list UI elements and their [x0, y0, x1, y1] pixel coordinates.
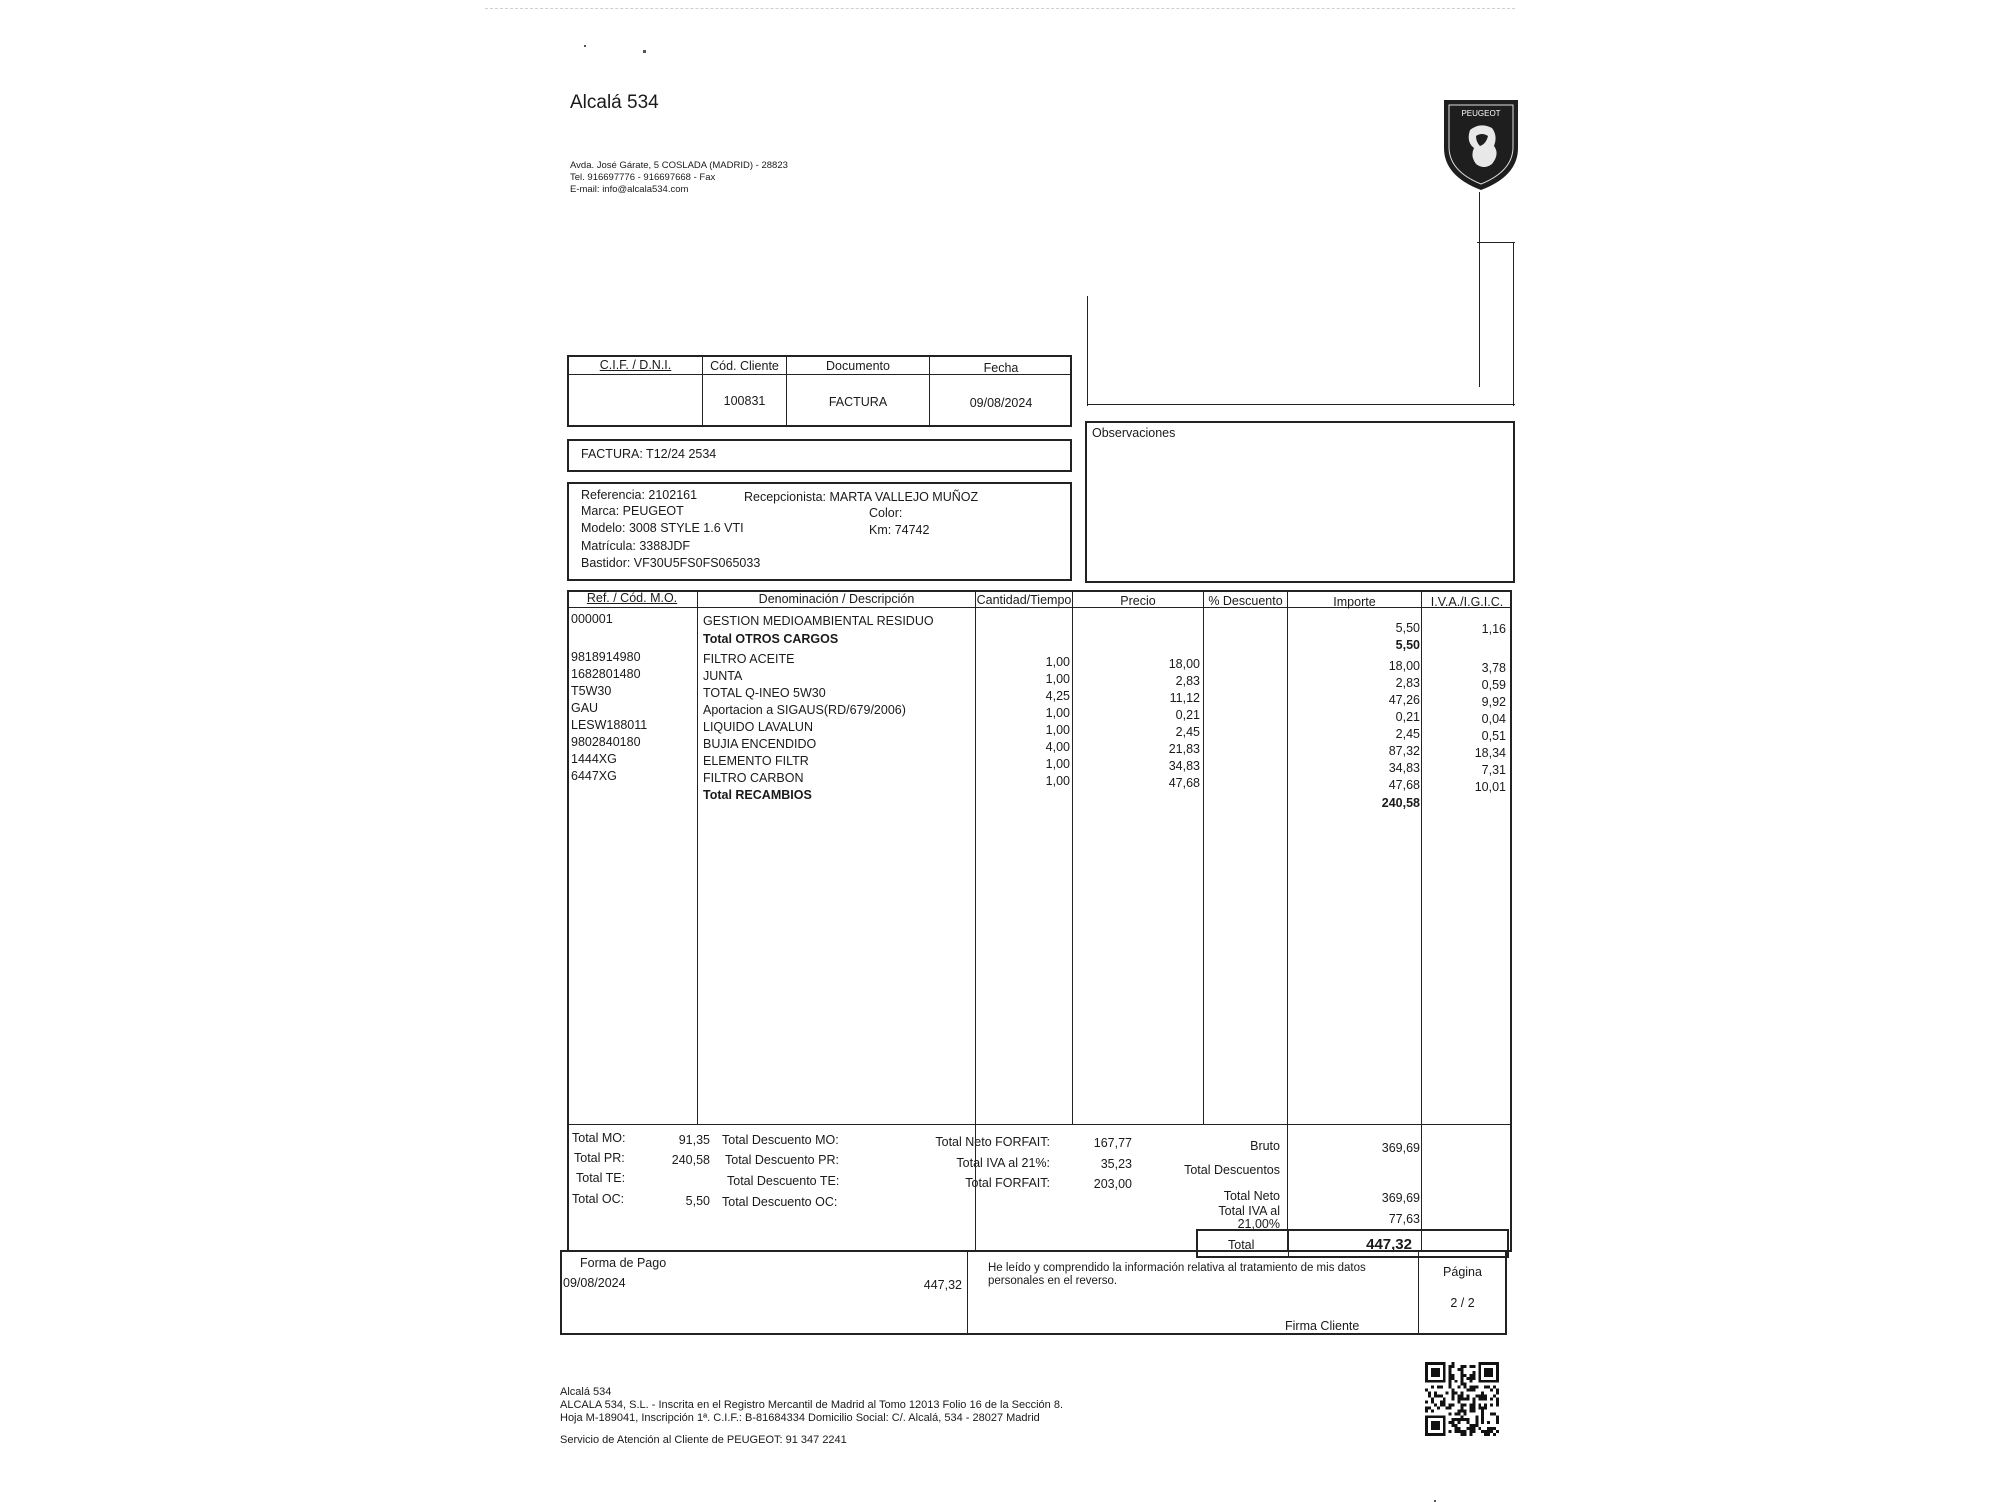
vehicle-plate: Matrícula: 3388JDF — [581, 539, 691, 553]
total-oc-label: Total OC: — [572, 1192, 625, 1206]
row-ref: T5W30 — [571, 684, 612, 698]
row-price: 0,21 — [1175, 708, 1200, 722]
row-desc: Aportacion a SIGAUS(RD/679/2006) — [703, 703, 906, 717]
invoice-number: FACTURA: T12/24 2534 — [581, 447, 717, 461]
footer-legal: Hoja M-189041, Inscripción 1ª. C.I.F.: B-81684334 Domicilio Social: C/. Alcalá, 534 - 28027 Madrid — [560, 1412, 1040, 1424]
payment-section — [560, 1250, 1507, 1335]
forfait-total-label: Total FORFAIT: — [965, 1176, 1050, 1190]
company-name: Alcalá 534 — [570, 92, 659, 113]
grand-total-label: Total — [1228, 1238, 1255, 1252]
payment-date: 09/08/2024 — [563, 1276, 626, 1290]
row-ref: 6447XG — [571, 769, 617, 783]
total-mo-value: 91,35 — [678, 1133, 710, 1147]
row-vat: 9,92 — [1481, 695, 1506, 709]
page-number: 2 / 2 — [1450, 1296, 1475, 1310]
row-ref: 1444XG — [571, 752, 617, 766]
row-vat: 3,78 — [1481, 661, 1506, 675]
forfait-vat-label: Total IVA al 21%: — [956, 1156, 1050, 1170]
vat-total-label: Total IVA al — [1218, 1204, 1280, 1218]
vehicle-color: Color: — [869, 506, 903, 520]
row-amount: 47,26 — [1388, 693, 1420, 707]
scan-speck — [643, 50, 646, 53]
privacy-notice-line-1: He leído y comprendido la información relativa al tratamiento de mis datos — [988, 1262, 1366, 1274]
row-desc: BUJIA ENCENDIDO — [703, 737, 817, 751]
discount-oc-label: Total Descuento OC: — [722, 1195, 838, 1209]
company-email: E-mail: info@alcala534.com — [570, 184, 689, 195]
vehicle-reference: Referencia: 2102161 — [581, 488, 698, 502]
vehicle-model: Modelo: 3008 STYLE 1.6 VTI — [581, 521, 744, 535]
row-price: 34,83 — [1168, 759, 1200, 773]
row-vat: 0,59 — [1481, 678, 1506, 692]
total-mo-label: Total MO: — [572, 1131, 626, 1145]
total-discounts-label: Total Descuentos — [1184, 1163, 1280, 1177]
address-window — [1087, 242, 1515, 406]
row-price: 47,68 — [1168, 776, 1200, 790]
row-qty: 1,00 — [1045, 672, 1070, 686]
peugeot-logo — [1440, 96, 1522, 192]
row-desc: FILTRO CARBON — [703, 771, 804, 785]
row-ref: 1682801480 — [571, 667, 641, 681]
forfait-net-label: Total Neto FORFAIT: — [935, 1135, 1050, 1149]
forfait-vat-value: 35,23 — [1100, 1157, 1132, 1171]
total-pr-label: Total PR: — [574, 1151, 625, 1165]
row-ref: 9802840180 — [571, 735, 641, 749]
row-vat: 1,16 — [1481, 622, 1506, 636]
row-desc: LIQUIDO LAVALUN — [703, 720, 813, 734]
row-amount: 18,00 — [1388, 659, 1420, 673]
privacy-notice-line-2: personales en el reverso. — [988, 1275, 1118, 1287]
doc-header-table — [567, 355, 1072, 427]
net-total-value: 369,69 — [1381, 1191, 1420, 1205]
payment-method-label: Forma de Pago — [580, 1256, 667, 1270]
footer-customer-service: Servicio de Atención al Cliente de PEUGEOT: 91 347 2241 — [560, 1434, 847, 1446]
row-desc: Total RECAMBIOS — [703, 788, 812, 802]
col-price-header: Precio — [1120, 594, 1156, 608]
row-qty: 1,00 — [1045, 706, 1070, 720]
document-value: FACTURA — [828, 395, 888, 409]
row-desc: Total OTROS CARGOS — [703, 632, 839, 646]
row-vat: 10,01 — [1474, 780, 1506, 794]
forfait-net-value: 167,77 — [1093, 1136, 1132, 1150]
row-qty: 1,00 — [1045, 774, 1070, 788]
payment-amount: 447,32 — [923, 1278, 962, 1292]
col-ref-header: Ref. / Cód. M.O. — [586, 591, 678, 605]
row-price: 2,83 — [1175, 674, 1200, 688]
scan-artifact-line — [485, 8, 1515, 9]
vehicle-info-box — [567, 482, 1072, 581]
row-vat: 0,04 — [1481, 712, 1506, 726]
row-amount: 2,45 — [1395, 727, 1420, 741]
row-amount: 47,68 — [1388, 778, 1420, 792]
observations-label: Observaciones — [1092, 426, 1176, 440]
discount-mo-label: Total Descuento MO: — [722, 1133, 839, 1147]
invoice-number-box — [567, 439, 1072, 472]
footer-company: Alcalá 534 — [560, 1386, 612, 1398]
total-oc-value: 5,50 — [685, 1194, 710, 1208]
total-te-label: Total TE: — [576, 1171, 626, 1185]
qr-code — [1425, 1362, 1499, 1436]
discount-te-label: Total Descuento TE: — [727, 1174, 840, 1188]
row-qty: 4,25 — [1045, 689, 1070, 703]
vehicle-vin: Bastidor: VF30U5FS0FS065033 — [581, 556, 761, 570]
row-desc: ELEMENTO FILTR — [703, 754, 809, 768]
row-ref: 000001 — [571, 612, 613, 626]
row-amount: 34,83 — [1388, 761, 1420, 775]
row-amount: 2,83 — [1395, 676, 1420, 690]
gross-label: Bruto — [1250, 1139, 1280, 1153]
row-price: 11,12 — [1169, 691, 1200, 705]
gross-value: 369,69 — [1381, 1141, 1420, 1155]
row-desc: FILTRO ACEITE — [703, 652, 795, 666]
col-desc-header: Denominación / Descripción — [758, 592, 915, 606]
row-desc: GESTION MEDIOAMBIENTAL RESIDUO — [703, 614, 934, 628]
total-pr-value: 240,58 — [671, 1153, 710, 1167]
row-ref: GAU — [571, 701, 599, 715]
cif-header: C.I.F. / D.N.I. — [599, 358, 672, 372]
company-address: Avda. José Gárate, 5 COSLADA (MADRID) - 28823 — [570, 160, 788, 171]
row-qty: 1,00 — [1045, 723, 1070, 737]
forfait-total-value: 203,00 — [1093, 1177, 1132, 1191]
vat-rate-label: 21,00% — [1237, 1217, 1280, 1231]
row-amount: 240,58 — [1381, 796, 1420, 810]
col-amount-header: Importe — [1333, 595, 1376, 609]
client-code-header: Cód. Cliente — [710, 359, 779, 373]
grand-total-value: 447,32 — [1366, 1236, 1412, 1253]
row-desc: TOTAL Q-INEO 5W30 — [703, 686, 826, 700]
row-vat: 18,34 — [1474, 746, 1506, 760]
row-ref: 9818914980 — [571, 650, 641, 664]
row-price: 21,83 — [1168, 742, 1200, 756]
row-qty: 4,00 — [1045, 740, 1070, 754]
col-vat-header: I.V.A./I.G.I.C. — [1430, 595, 1504, 609]
row-price: 2,45 — [1175, 725, 1200, 739]
net-total-label: Total Neto — [1223, 1189, 1280, 1203]
col-discount-header: % Descuento — [1208, 594, 1283, 608]
row-desc: JUNTA — [703, 669, 743, 683]
row-ref: LESW188011 — [571, 718, 648, 732]
row-amount: 87,32 — [1388, 744, 1420, 758]
document-header: Documento — [826, 359, 890, 373]
row-price: 18,00 — [1168, 657, 1200, 671]
vat-total-value: 77,63 — [1388, 1212, 1420, 1226]
vehicle-brand: Marca: PEUGEOT — [581, 504, 684, 518]
date-value: 09/08/2024 — [969, 396, 1033, 410]
row-qty: 1,00 — [1045, 655, 1070, 669]
svg-text:PEUGEOT: PEUGEOT — [1461, 109, 1501, 118]
signature-label: Firma Cliente — [1285, 1319, 1360, 1333]
vehicle-receptionist: Recepcionista: MARTA VALLEJO MUÑOZ — [744, 490, 979, 504]
col-qty-header: Cantidad/Tiempo — [976, 593, 1072, 607]
discount-pr-label: Total Descuento PR: — [725, 1153, 839, 1167]
row-vat: 0,51 — [1481, 729, 1506, 743]
date-header: Fecha — [983, 361, 1019, 375]
company-phone: Tel. 916697776 - 916697668 - Fax — [570, 172, 716, 183]
footer-registry: ALCALA 534, S.L. - Inscrita en el Registro Mercantil de Madrid al Tomo 12013 Folio 16 de la Sección 8. — [560, 1399, 1064, 1411]
vehicle-km: Km: 74742 — [869, 523, 930, 537]
scan-speck — [584, 45, 586, 47]
row-amount: 5,50 — [1395, 621, 1420, 635]
row-amount: 5,50 — [1395, 638, 1420, 652]
row-vat: 7,31 — [1481, 763, 1506, 777]
page-label: Página — [1443, 1265, 1482, 1279]
row-qty: 1,00 — [1045, 757, 1070, 771]
observations-box — [1085, 421, 1515, 583]
client-code-value: 100831 — [723, 394, 766, 408]
row-amount: 0,21 — [1395, 710, 1420, 724]
